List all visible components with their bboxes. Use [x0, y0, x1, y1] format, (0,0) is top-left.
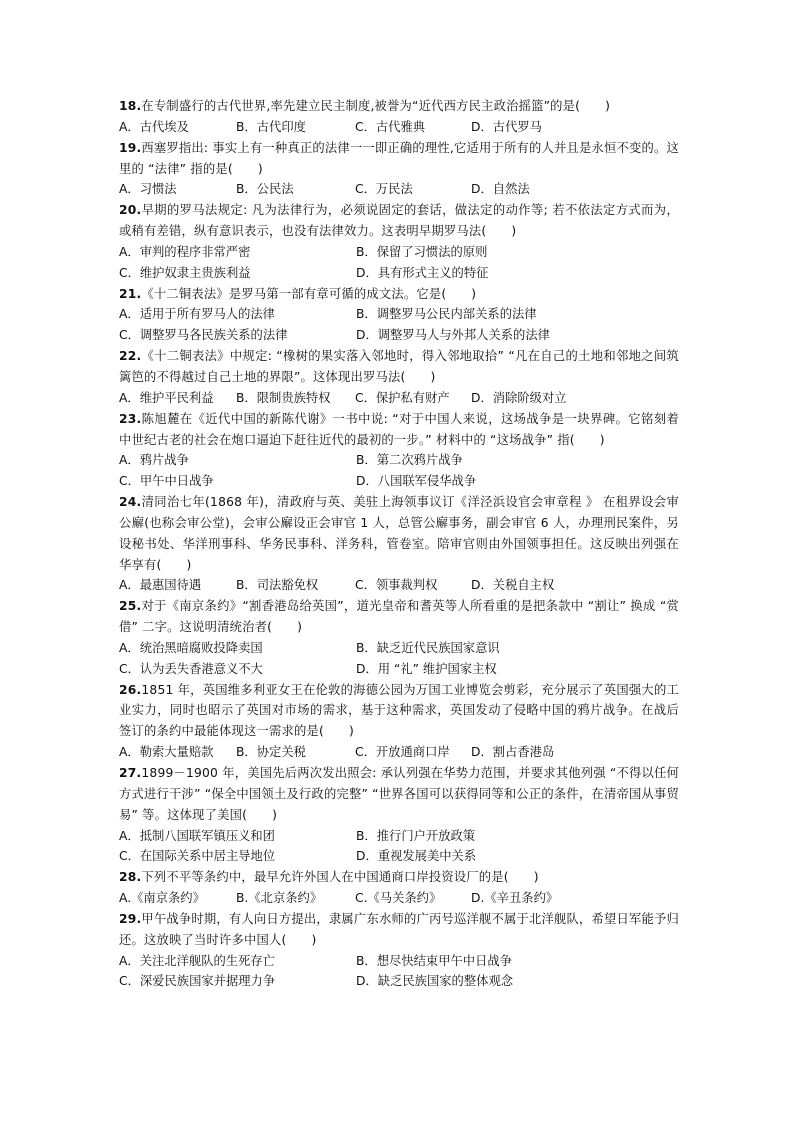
options-row	[119, 471, 679, 492]
option-d[interactable]: D．自然法	[471, 182, 530, 197]
option-d[interactable]: D．具有形式主义的特征	[356, 265, 489, 280]
option-a[interactable]: A．维护平民利益	[119, 390, 214, 405]
question-number: 26.	[119, 682, 142, 697]
option-b[interactable]: B．调整罗马公民内部关系的法律	[356, 307, 537, 322]
exam-page	[119, 96, 679, 992]
question-text: 在专制盛行的古代世界,率先建立民主制度,被誉为“近代西方民主政治摇篮”的是( )	[141, 99, 611, 113]
question-stem	[119, 596, 679, 638]
question-22	[119, 346, 679, 409]
question-21	[119, 284, 679, 347]
options-row	[119, 575, 679, 596]
options-row	[119, 971, 679, 992]
question-number: 24.	[119, 495, 142, 510]
option-c[interactable]: C．保护私有财产	[355, 390, 450, 405]
option-d[interactable]: D．八国联军侵华战争	[356, 474, 477, 489]
option-b[interactable]: B.《北京条约》	[236, 891, 323, 906]
question-number: 23.	[119, 411, 142, 426]
option-b[interactable]: B．协定关税	[236, 745, 306, 760]
option-b[interactable]: B．想尽快结束甲午中日战争	[356, 953, 512, 968]
option-d[interactable]: D．用 “礼” 维护国家主权	[356, 661, 497, 676]
options-row	[119, 951, 679, 972]
options-row	[119, 742, 679, 763]
question-stem	[119, 867, 679, 888]
question-number: 27.	[119, 766, 142, 780]
question-stem	[119, 200, 679, 242]
question-stem	[119, 409, 679, 451]
question-18	[119, 96, 679, 138]
options-row	[119, 263, 679, 284]
question-text: 1899－1900 年，美国先后两次发出照会: 承认列强在华势力范围，并要求其他列强 “不得以任何方式进行干涉” “保全中国领土及行政的完整” “世界各国可以获得同等和公正的条件，在清帝国从事贸易” 等。这体现了美国( )	[119, 766, 679, 822]
question-stem	[119, 909, 679, 951]
question-stem	[119, 680, 679, 743]
option-d[interactable]: D．重视发展美中关系	[356, 849, 477, 864]
option-a[interactable]: A．抵制八国联军镇压义和团	[119, 828, 275, 843]
option-d[interactable]: D．关税自主权	[471, 578, 555, 593]
option-b[interactable]: B．司法豁免权	[236, 578, 319, 593]
question-text: 甲午战争时期，有人向日方提出，隶属广东水师的广丙号巡洋舰不属于北洋舰队，希望日军能予归还。这放映了当时许多中国人( )	[119, 911, 679, 947]
options-row	[119, 638, 679, 659]
option-c[interactable]: C．认为丢失香港意义不大	[119, 661, 263, 676]
option-c[interactable]: C．领事裁判权	[355, 578, 438, 593]
option-a[interactable]: A．古代埃及	[119, 119, 189, 134]
question-number: 19.	[119, 140, 142, 155]
option-b[interactable]: B．保留了习惯法的原则	[356, 244, 488, 259]
option-d[interactable]: D.《辛丑条约》	[471, 891, 559, 906]
question-text: 清同治七年(1868 年)，清政府与英、美驻上海领事议订《洋泾浜设官会审章程 》 在租界设会审公廨(也称会审公堂)，会审公廨设正会审官 1 人，总管公廨事务，副会审官 6 人，办理刑民案件，另设秘书处、华洋刑事科、华务民事科、洋务科，管卷室。陪审官则由外国领事担任。这反映出列强在华享有( )	[119, 495, 679, 572]
options-row	[119, 304, 679, 325]
option-d[interactable]: D．割占香港岛	[471, 745, 555, 760]
question-27	[119, 763, 679, 867]
question-26	[119, 680, 679, 763]
question-stem	[119, 138, 679, 180]
options-row	[119, 826, 679, 847]
question-24	[119, 492, 679, 596]
option-d[interactable]: D．消除阶级对立	[471, 390, 567, 405]
option-d[interactable]: D．缺乏民族国家的整体观念	[356, 974, 514, 989]
option-a[interactable]: A．适用于所有罗马人的法律	[119, 307, 275, 322]
option-c[interactable]: C．维护奴隶主贵族利益	[119, 265, 251, 280]
option-b[interactable]: B．古代印度	[236, 119, 306, 134]
option-b[interactable]: B．公民法	[236, 182, 294, 197]
option-b[interactable]: B．第二次鸦片战争	[356, 453, 463, 468]
question-stem	[119, 492, 679, 575]
question-25	[119, 596, 679, 679]
options-row	[119, 450, 679, 471]
option-a[interactable]: A．鸦片战争	[119, 453, 189, 468]
option-a[interactable]: A．勒索大量赔款	[119, 745, 214, 760]
question-number: 18.	[119, 99, 142, 113]
option-a[interactable]: A．习惯法	[119, 182, 177, 197]
question-text: 对于《南京条约》“割香港岛给英国”，道光皇帝和耆英等人所看重的是把条款中 “割让” 换成 “赏借” 二字。这说明清统治者( )	[119, 599, 679, 635]
question-29	[119, 909, 679, 992]
question-28	[119, 867, 679, 909]
question-text: 《十二铜表法》中规定: “橡树的果实落入邻地时，得入邻地取拾” “凡在自己的土地和邻地之间筑篱笆的不得越过自己土地的界限”。这体现出罗马法( )	[119, 349, 679, 384]
option-c[interactable]: C．在国际关系中居主导地位	[119, 849, 276, 864]
options-row	[119, 659, 679, 680]
option-a[interactable]: A．最惠国待遇	[119, 578, 202, 593]
options-row	[119, 117, 679, 138]
option-a[interactable]: A.《南京条约》	[119, 891, 205, 906]
option-c[interactable]: C．甲午中日战争	[119, 474, 214, 489]
options-row	[119, 388, 679, 409]
question-number: 28.	[119, 870, 142, 885]
question-stem	[119, 96, 679, 117]
question-number: 25.	[119, 599, 142, 614]
question-19	[119, 138, 679, 201]
question-23	[119, 409, 679, 492]
option-d[interactable]: D．古代罗马	[471, 119, 542, 134]
question-number: 20.	[119, 203, 142, 218]
question-stem	[119, 346, 679, 388]
option-c[interactable]: C．开放通商口岸	[355, 745, 450, 760]
option-a[interactable]: A．审判的程序非常严密	[119, 244, 251, 259]
option-c[interactable]: C．万民法	[355, 182, 413, 197]
option-c[interactable]: C．古代雅典	[355, 119, 426, 134]
options-row	[119, 325, 679, 346]
question-text: 1851 年，英国维多利亚女王在伦敦的海德公园为万国工业博览会剪彩，充分展示了英国强大的工业实力，同时也昭示了英国对市场的需求，基于这种需求，英国发动了侵略中国的鸦片战争。在战后签订的条约中最能体现这一需求的是( )	[119, 682, 679, 739]
question-text: 《十二铜表法》是罗马第一部有章可循的成文法。它是( )	[141, 286, 477, 301]
question-number: 29.	[119, 911, 142, 926]
options-row	[119, 888, 679, 909]
option-c[interactable]: C．深爱民族国家并据理力争	[119, 974, 276, 989]
question-stem	[119, 763, 679, 826]
option-c[interactable]: C.《马关条约》	[355, 891, 442, 906]
question-text: 西塞罗指出: 事实上有一种真正的法律一一即正确的理性,它适用于所有的人并且是永恒不变的。这里的 “法律” 指的是( )	[119, 140, 679, 176]
option-a[interactable]: A．关注北洋舰队的生死存亡	[119, 953, 275, 968]
option-d[interactable]: D．调整罗马人与外邦人关系的法律	[356, 328, 550, 343]
options-row	[119, 242, 679, 263]
question-text: 下列不平等条约中，最早允许外国人在中国通商口岸投资设厂的是( )	[141, 870, 539, 885]
options-row	[119, 846, 679, 867]
question-text: 陈旭麓在《近代中国的新陈代谢》一书中说: “对于中国人来说，这场战争是一块界碑。它铭刻着中世纪古老的社会在炮口逼迫下赶往近代的最初的一步。” 材料中的 “这场战争” 指( )	[119, 411, 679, 447]
question-20	[119, 200, 679, 283]
option-b[interactable]: B．推行门户开放政策	[356, 828, 476, 843]
question-number: 21.	[119, 286, 142, 301]
question-number: 22.	[119, 349, 142, 364]
option-b[interactable]: B．限制贵族特权	[236, 390, 331, 405]
question-text: 早期的罗马法规定: 凡为法律行为，必须说固定的套话，做法定的动作等; 若不依法定方式而为，或稍有差错，纵有意识表示，也没有法律效力。这表明早期罗马法( )	[119, 203, 679, 239]
option-a[interactable]: A．统治黑暗腐败投降卖国	[119, 640, 263, 655]
options-row	[119, 179, 679, 200]
option-c[interactable]: C．调整罗马各民族关系的法律	[119, 328, 288, 343]
question-stem	[119, 284, 679, 305]
option-b[interactable]: B．缺乏近代民族国家意识	[356, 640, 500, 655]
